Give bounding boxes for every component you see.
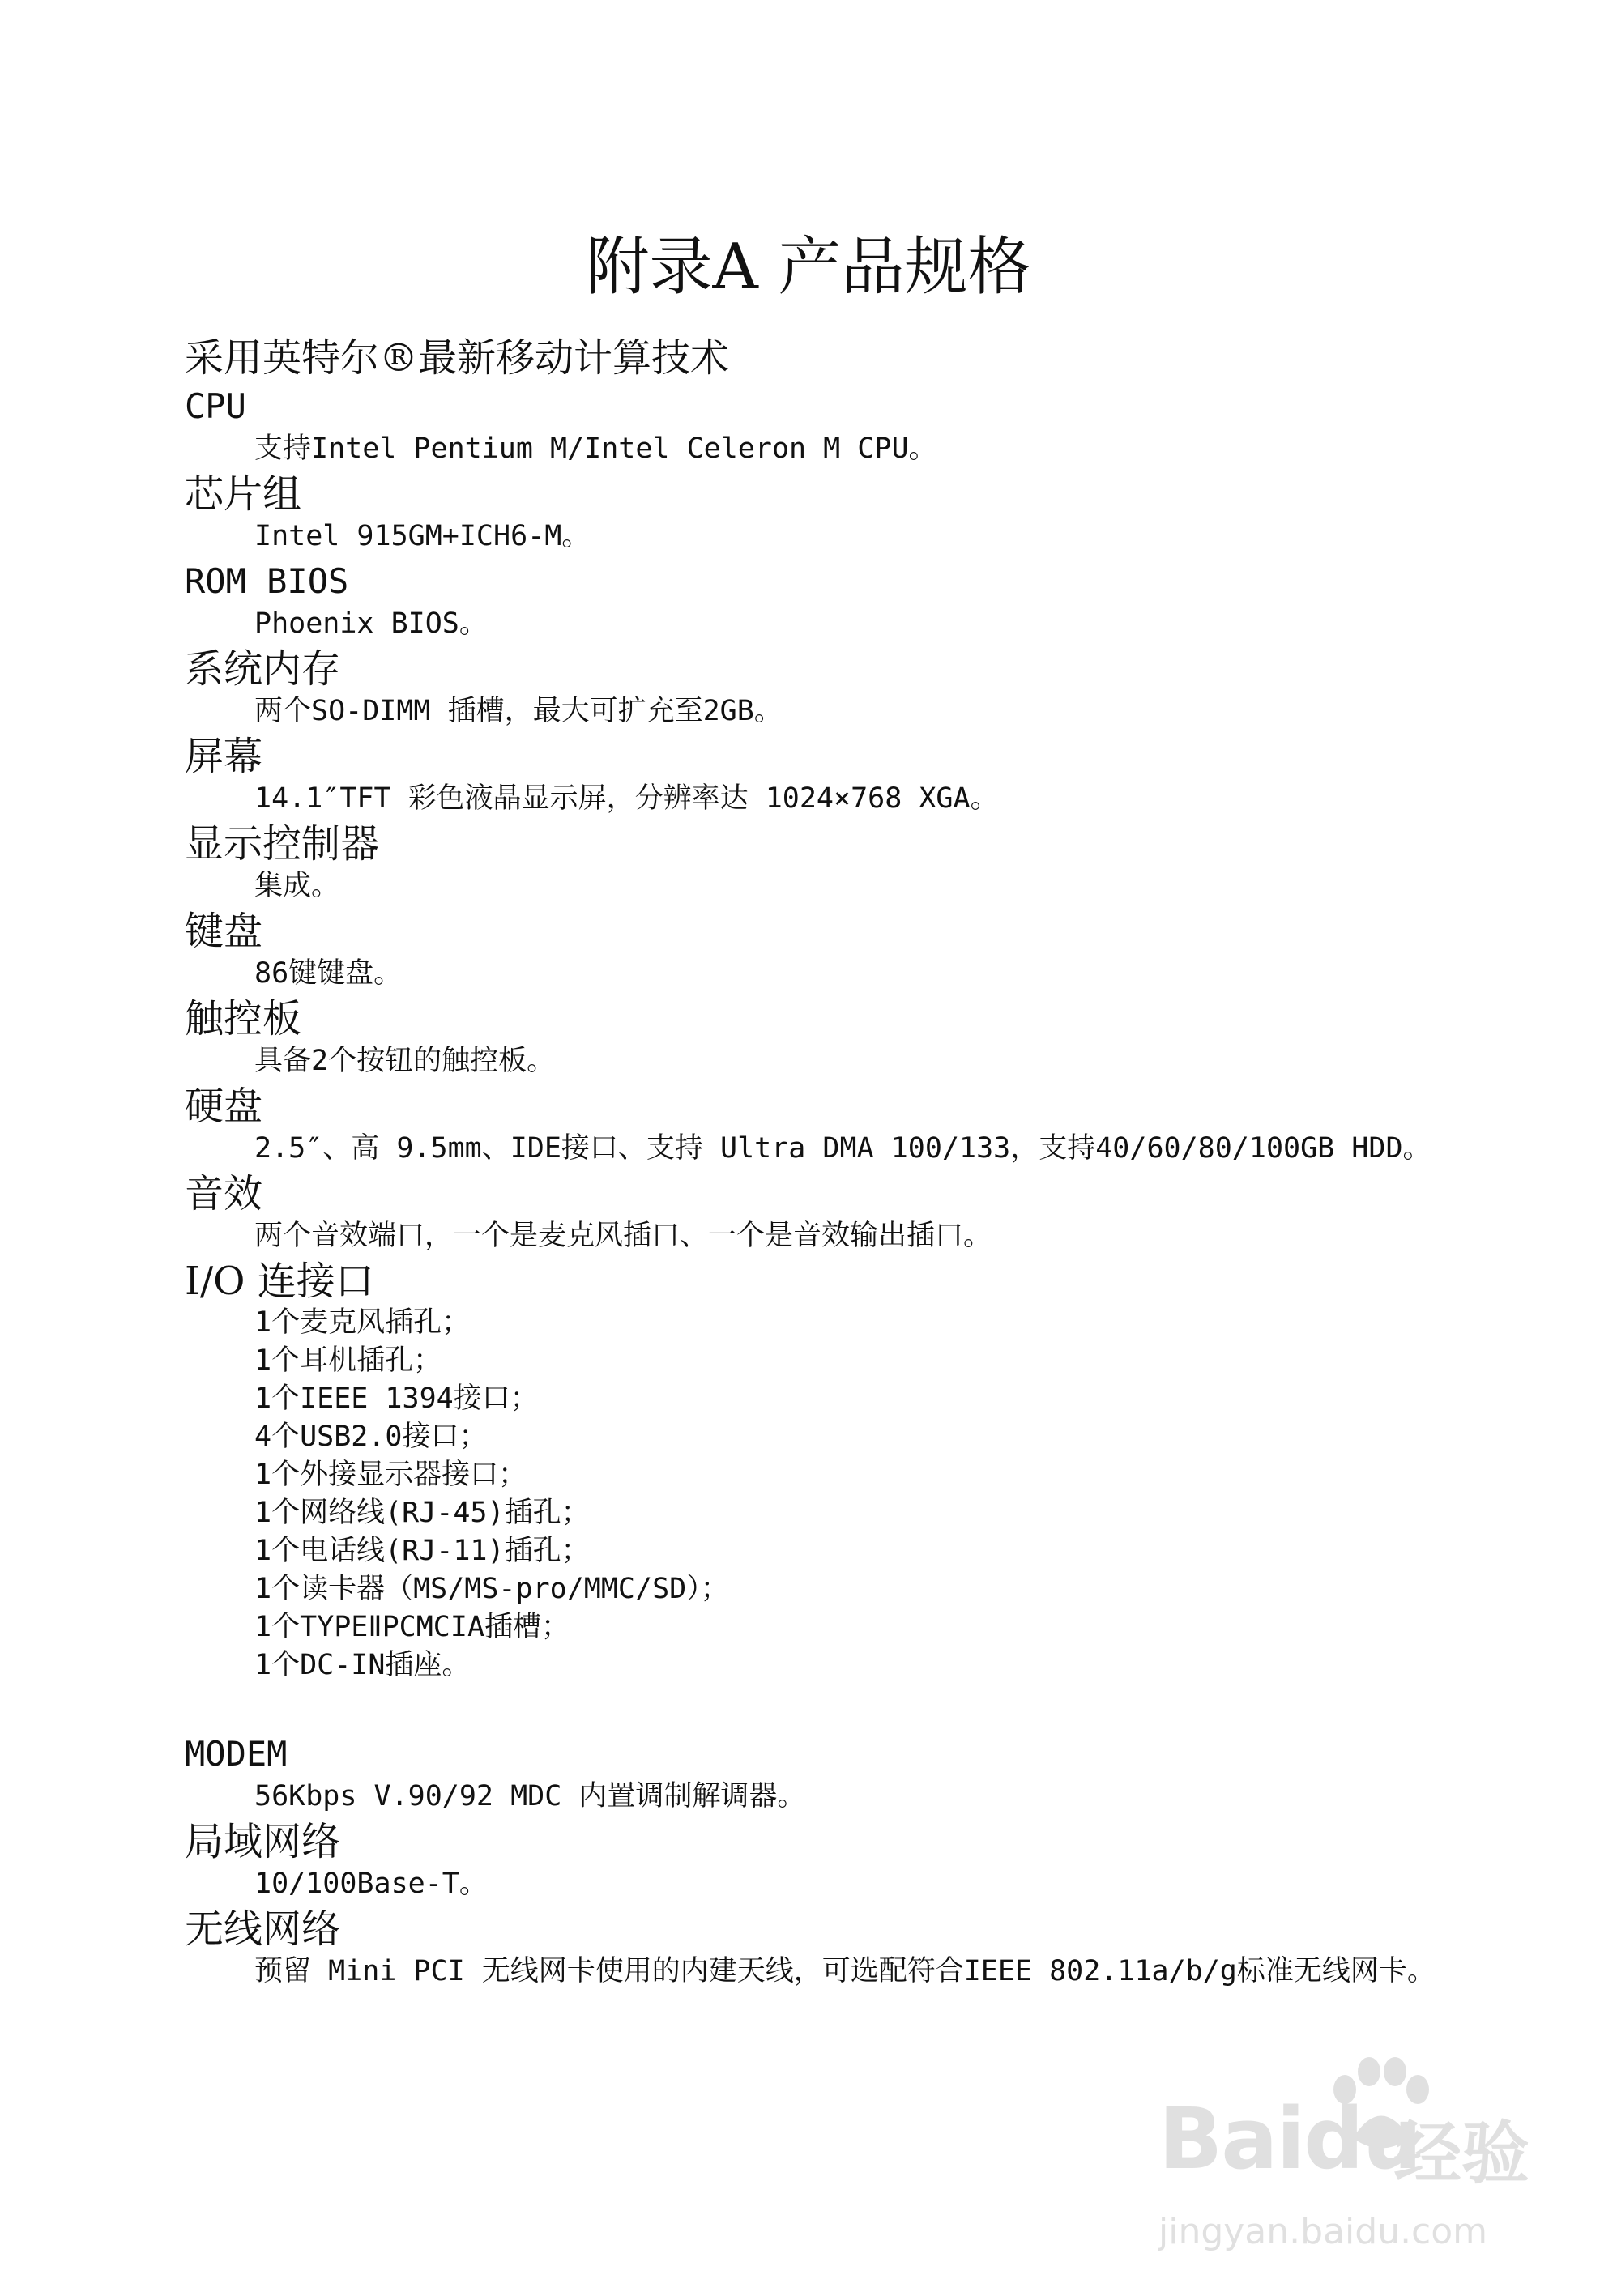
section-heading-chipset: 芯片组: [185, 471, 302, 517]
section-text-modem: 56Kbps V.90/92 MDC 内置调制解调器。: [254, 1780, 806, 1813]
list-item: 1个IEEE 1394接口；: [254, 1382, 539, 1415]
section-text-lan: 10/100Base-T。: [254, 1868, 488, 1900]
list-item: 1个电话线(RJ-11)插孔；: [254, 1535, 590, 1567]
list-item: 4个USB2.0接口；: [254, 1421, 488, 1453]
section-heading-audio: 音效: [185, 1171, 263, 1216]
section-heading-screen: 屏幕: [185, 734, 263, 779]
section-text-rom-bios: Phoenix BIOS。: [254, 607, 488, 640]
section-heading-rom-bios: ROM BIOS: [185, 561, 349, 601]
section-text-wireless: 预留 Mini PCI 无线网卡使用的内建天线，可选配符合IEEE 802.11a/b/g标准无线网卡。: [254, 1955, 1436, 1987]
section-heading-io: I/O 连接口: [185, 1259, 374, 1304]
section-text-cpu: 支持Intel Pentium M/Intel Celeron M CPU。: [254, 432, 937, 465]
list-item: 1个耳机插孔；: [254, 1344, 442, 1377]
spec-content: [185, 332, 1448, 1994]
list-item: 1个网络线(RJ-45)插孔；: [254, 1497, 590, 1529]
baidu-watermark: [1158, 2057, 1531, 2260]
section-heading-keyboard: 键盘: [185, 909, 263, 954]
section-text-memory: 两个SO-DIMM 插槽，最大可扩充至2GB。: [254, 695, 783, 727]
section-text-display-controller: 集成。: [254, 870, 340, 902]
section-heading-memory: 系统内存: [185, 646, 341, 692]
list-item: 1个麦克风插孔；: [254, 1306, 471, 1339]
list-item: 1个DC-IN插座。: [254, 1649, 471, 1681]
section-text-audio: 两个音效端口，一个是麦克风插口、一个是音效输出插口。: [254, 1220, 992, 1252]
section-heading-display-controller: 显示控制器: [185, 821, 380, 867]
watermark-brand: Baidu: [1158, 2089, 1421, 2188]
io-list: [254, 1304, 1448, 1685]
section-heading-hdd: 硬盘: [185, 1084, 263, 1129]
section-heading-modem: MODEM: [185, 1734, 288, 1774]
watermark-url: jingyan.baidu.com: [1158, 2211, 1488, 2252]
section-heading-lan: 局域网络: [185, 1819, 341, 1864]
section-text-screen: 14.1″TFT 彩色液晶显示屏，分辨率达 1024×768 XGA。: [254, 782, 999, 815]
section-heading-wireless: 无线网络: [185, 1906, 341, 1952]
section-text-hdd: 2.5″、高 9.5mm、IDE接口、支持 Ultra DMA 100/133，支持40/60/80/100GB HDD。: [254, 1132, 1431, 1165]
spacer: [185, 1685, 1448, 1732]
section-heading-touchpad: 触控板: [185, 996, 302, 1042]
list-item: 1个外接显示器接口；: [254, 1459, 527, 1491]
page-title: 附录A 产品规格: [586, 231, 1031, 304]
section-heading-cpu: CPU: [185, 386, 246, 426]
watermark-cn: 经验: [1393, 2114, 1530, 2193]
list-item: 1个读卡器（MS/MS-pro/MMC/SD）；: [254, 1573, 729, 1605]
intro-heading: 采用英特尔®最新移动计算技术: [185, 335, 730, 381]
section-text-keyboard: 86键键盘。: [254, 957, 403, 990]
section-text-touchpad: 具备2个按钮的触控板。: [254, 1045, 556, 1077]
list-item: 1个TYPEⅡPCMCIA插槽；: [254, 1611, 570, 1643]
section-text-chipset: Intel 915GM+ICH6-M。: [254, 520, 591, 552]
